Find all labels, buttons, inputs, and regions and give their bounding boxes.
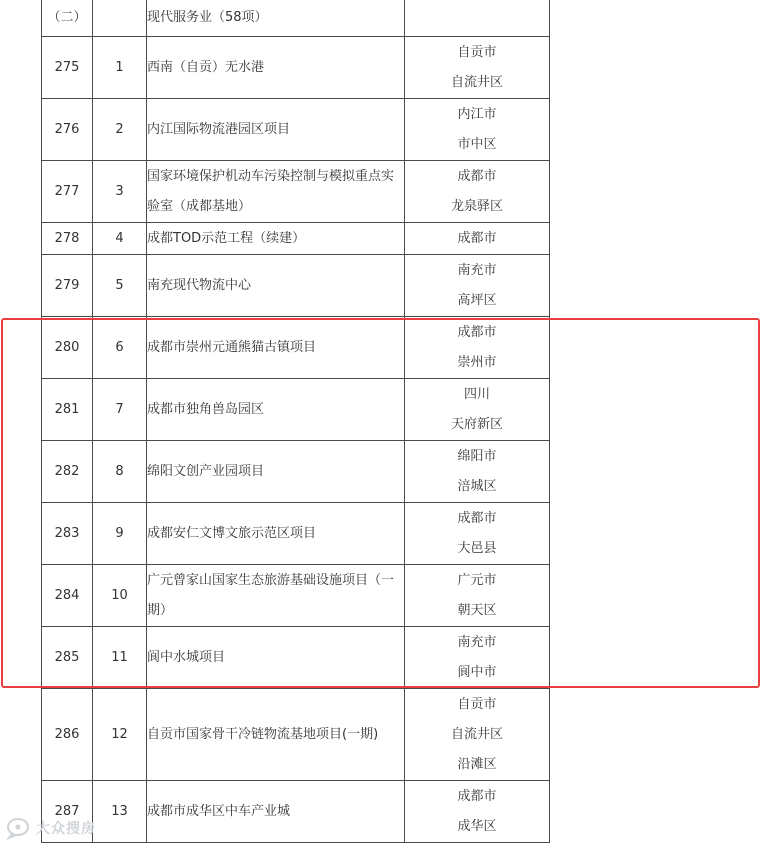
project-name-line: 阆中水城项目 bbox=[147, 649, 226, 665]
row-seq: 277 bbox=[42, 161, 93, 223]
table-row bbox=[42, 99, 550, 161]
table-row bbox=[42, 37, 550, 99]
region-line: 大邑县 bbox=[457, 540, 497, 556]
region-line: 自贡市 bbox=[457, 696, 497, 712]
region-line: 崇州市 bbox=[457, 354, 497, 370]
region-line: 成华区 bbox=[457, 818, 497, 834]
project-name-line: 广元曾家山国家生态旅游基础设施项目（一 bbox=[147, 572, 395, 588]
project-name-line: 现代服务业（58项） bbox=[147, 9, 268, 25]
region-line: 成都市 bbox=[457, 230, 497, 246]
row-index: 10 bbox=[93, 565, 147, 627]
watermark-text: 大众搜房 bbox=[36, 821, 96, 837]
project-region bbox=[405, 99, 550, 161]
row-seq: 287 bbox=[42, 781, 93, 843]
project-region bbox=[405, 37, 550, 99]
row-seq: 281 bbox=[42, 379, 93, 441]
chat-bubble-icon bbox=[6, 816, 34, 840]
row-seq: 276 bbox=[42, 99, 93, 161]
project-table-body bbox=[42, 0, 550, 843]
project-name bbox=[147, 223, 405, 255]
region-line: 南充市 bbox=[457, 262, 497, 278]
project-name bbox=[147, 379, 405, 441]
project-region bbox=[405, 503, 550, 565]
project-region bbox=[405, 317, 550, 379]
row-seq: 282 bbox=[42, 441, 93, 503]
row-index: 3 bbox=[93, 161, 147, 223]
project-name bbox=[147, 255, 405, 317]
table-row bbox=[42, 689, 550, 781]
table-row bbox=[42, 379, 550, 441]
project-name-line: 成都安仁文博文旅示范区项目 bbox=[147, 525, 317, 541]
region-line: 自流井区 bbox=[450, 726, 503, 742]
table-row bbox=[42, 255, 550, 317]
region-line: 四川 bbox=[463, 386, 490, 402]
project-name bbox=[147, 689, 405, 781]
row-seq: 278 bbox=[42, 223, 93, 255]
table-row bbox=[42, 317, 550, 379]
region-line: 自流井区 bbox=[450, 74, 503, 90]
region-line: 天府新区 bbox=[450, 416, 503, 432]
project-region bbox=[405, 565, 550, 627]
row-index: 4 bbox=[93, 223, 147, 255]
project-name-line: 绵阳文创产业园项目 bbox=[147, 463, 265, 479]
region-line: 沿滩区 bbox=[457, 756, 497, 772]
table-row bbox=[42, 503, 550, 565]
project-region bbox=[405, 255, 550, 317]
project-name bbox=[147, 99, 405, 161]
row-index: 9 bbox=[93, 503, 147, 565]
project-name bbox=[147, 0, 405, 37]
project-name-line: 期） bbox=[147, 602, 174, 618]
project-region bbox=[405, 781, 550, 843]
project-name bbox=[147, 317, 405, 379]
project-name bbox=[147, 627, 405, 689]
table-row bbox=[42, 223, 550, 255]
row-seq: 286 bbox=[42, 689, 93, 781]
region-line: 龙泉驿区 bbox=[450, 198, 503, 214]
row-seq: 275 bbox=[42, 37, 93, 99]
project-name-line: 验室（成都基地） bbox=[147, 198, 252, 214]
row-index: 12 bbox=[93, 689, 147, 781]
region-line: 成都市 bbox=[457, 324, 497, 340]
project-name-line: 成都市独角兽岛园区 bbox=[147, 401, 265, 417]
row-index: 1 bbox=[93, 37, 147, 99]
project-region bbox=[405, 223, 550, 255]
row-index: 7 bbox=[93, 379, 147, 441]
row-seq: 283 bbox=[42, 503, 93, 565]
project-name bbox=[147, 37, 405, 99]
project-name-line: 成都市崇州元通熊猫古镇项目 bbox=[147, 339, 317, 355]
project-name bbox=[147, 781, 405, 843]
watermark bbox=[6, 816, 96, 840]
region-line: 成都市 bbox=[457, 788, 497, 804]
region-line: 内江市 bbox=[457, 106, 497, 122]
region-line: 朝天区 bbox=[457, 602, 497, 618]
row-index bbox=[93, 0, 147, 37]
project-region bbox=[405, 627, 550, 689]
row-index: 8 bbox=[93, 441, 147, 503]
project-name bbox=[147, 441, 405, 503]
table-row bbox=[42, 627, 550, 689]
project-name bbox=[147, 503, 405, 565]
region-line: 成都市 bbox=[457, 168, 497, 184]
project-table bbox=[41, 0, 550, 843]
row-seq: 285 bbox=[42, 627, 93, 689]
row-seq: 284 bbox=[42, 565, 93, 627]
row-seq: 279 bbox=[42, 255, 93, 317]
project-region bbox=[405, 441, 550, 503]
project-name-line: 国家环境保护机动车污染控制与模拟重点实 bbox=[147, 168, 395, 184]
table-row bbox=[42, 441, 550, 503]
row-index: 6 bbox=[93, 317, 147, 379]
region-line: 广元市 bbox=[457, 572, 497, 588]
table-row bbox=[42, 161, 550, 223]
region-line: 高坪区 bbox=[457, 292, 497, 308]
project-region bbox=[405, 161, 550, 223]
region-line: 成都市 bbox=[457, 510, 497, 526]
region-line: 市中区 bbox=[457, 136, 497, 152]
region-line: 阆中市 bbox=[457, 664, 497, 680]
project-region bbox=[405, 379, 550, 441]
row-index: 5 bbox=[93, 255, 147, 317]
section-header-row bbox=[42, 0, 550, 37]
project-name bbox=[147, 565, 405, 627]
region-line: 南充市 bbox=[457, 634, 497, 650]
project-region bbox=[405, 689, 550, 781]
region-line: 涪城区 bbox=[457, 478, 497, 494]
project-name-line: 自贡市国家骨干冷链物流基地项目(一期) bbox=[147, 726, 379, 742]
region-line: 绵阳市 bbox=[457, 448, 497, 464]
project-name-line: 西南（自贡）无水港 bbox=[147, 59, 265, 75]
project-name-line: 成都市成华区中车产业城 bbox=[147, 803, 291, 819]
region-line: 自贡市 bbox=[457, 44, 497, 60]
row-index: 11 bbox=[93, 627, 147, 689]
table-row bbox=[42, 781, 550, 843]
row-index: 2 bbox=[93, 99, 147, 161]
project-name-line: 内江国际物流港园区项目 bbox=[147, 121, 291, 137]
table-row bbox=[42, 565, 550, 627]
project-name bbox=[147, 161, 405, 223]
row-seq: （二） bbox=[42, 0, 93, 37]
project-name-line: 南充现代物流中心 bbox=[147, 277, 252, 293]
row-seq: 280 bbox=[42, 317, 93, 379]
row-index: 13 bbox=[93, 781, 147, 843]
project-name-line: 成都TOD示范工程（续建） bbox=[147, 230, 306, 246]
project-region bbox=[405, 0, 550, 37]
